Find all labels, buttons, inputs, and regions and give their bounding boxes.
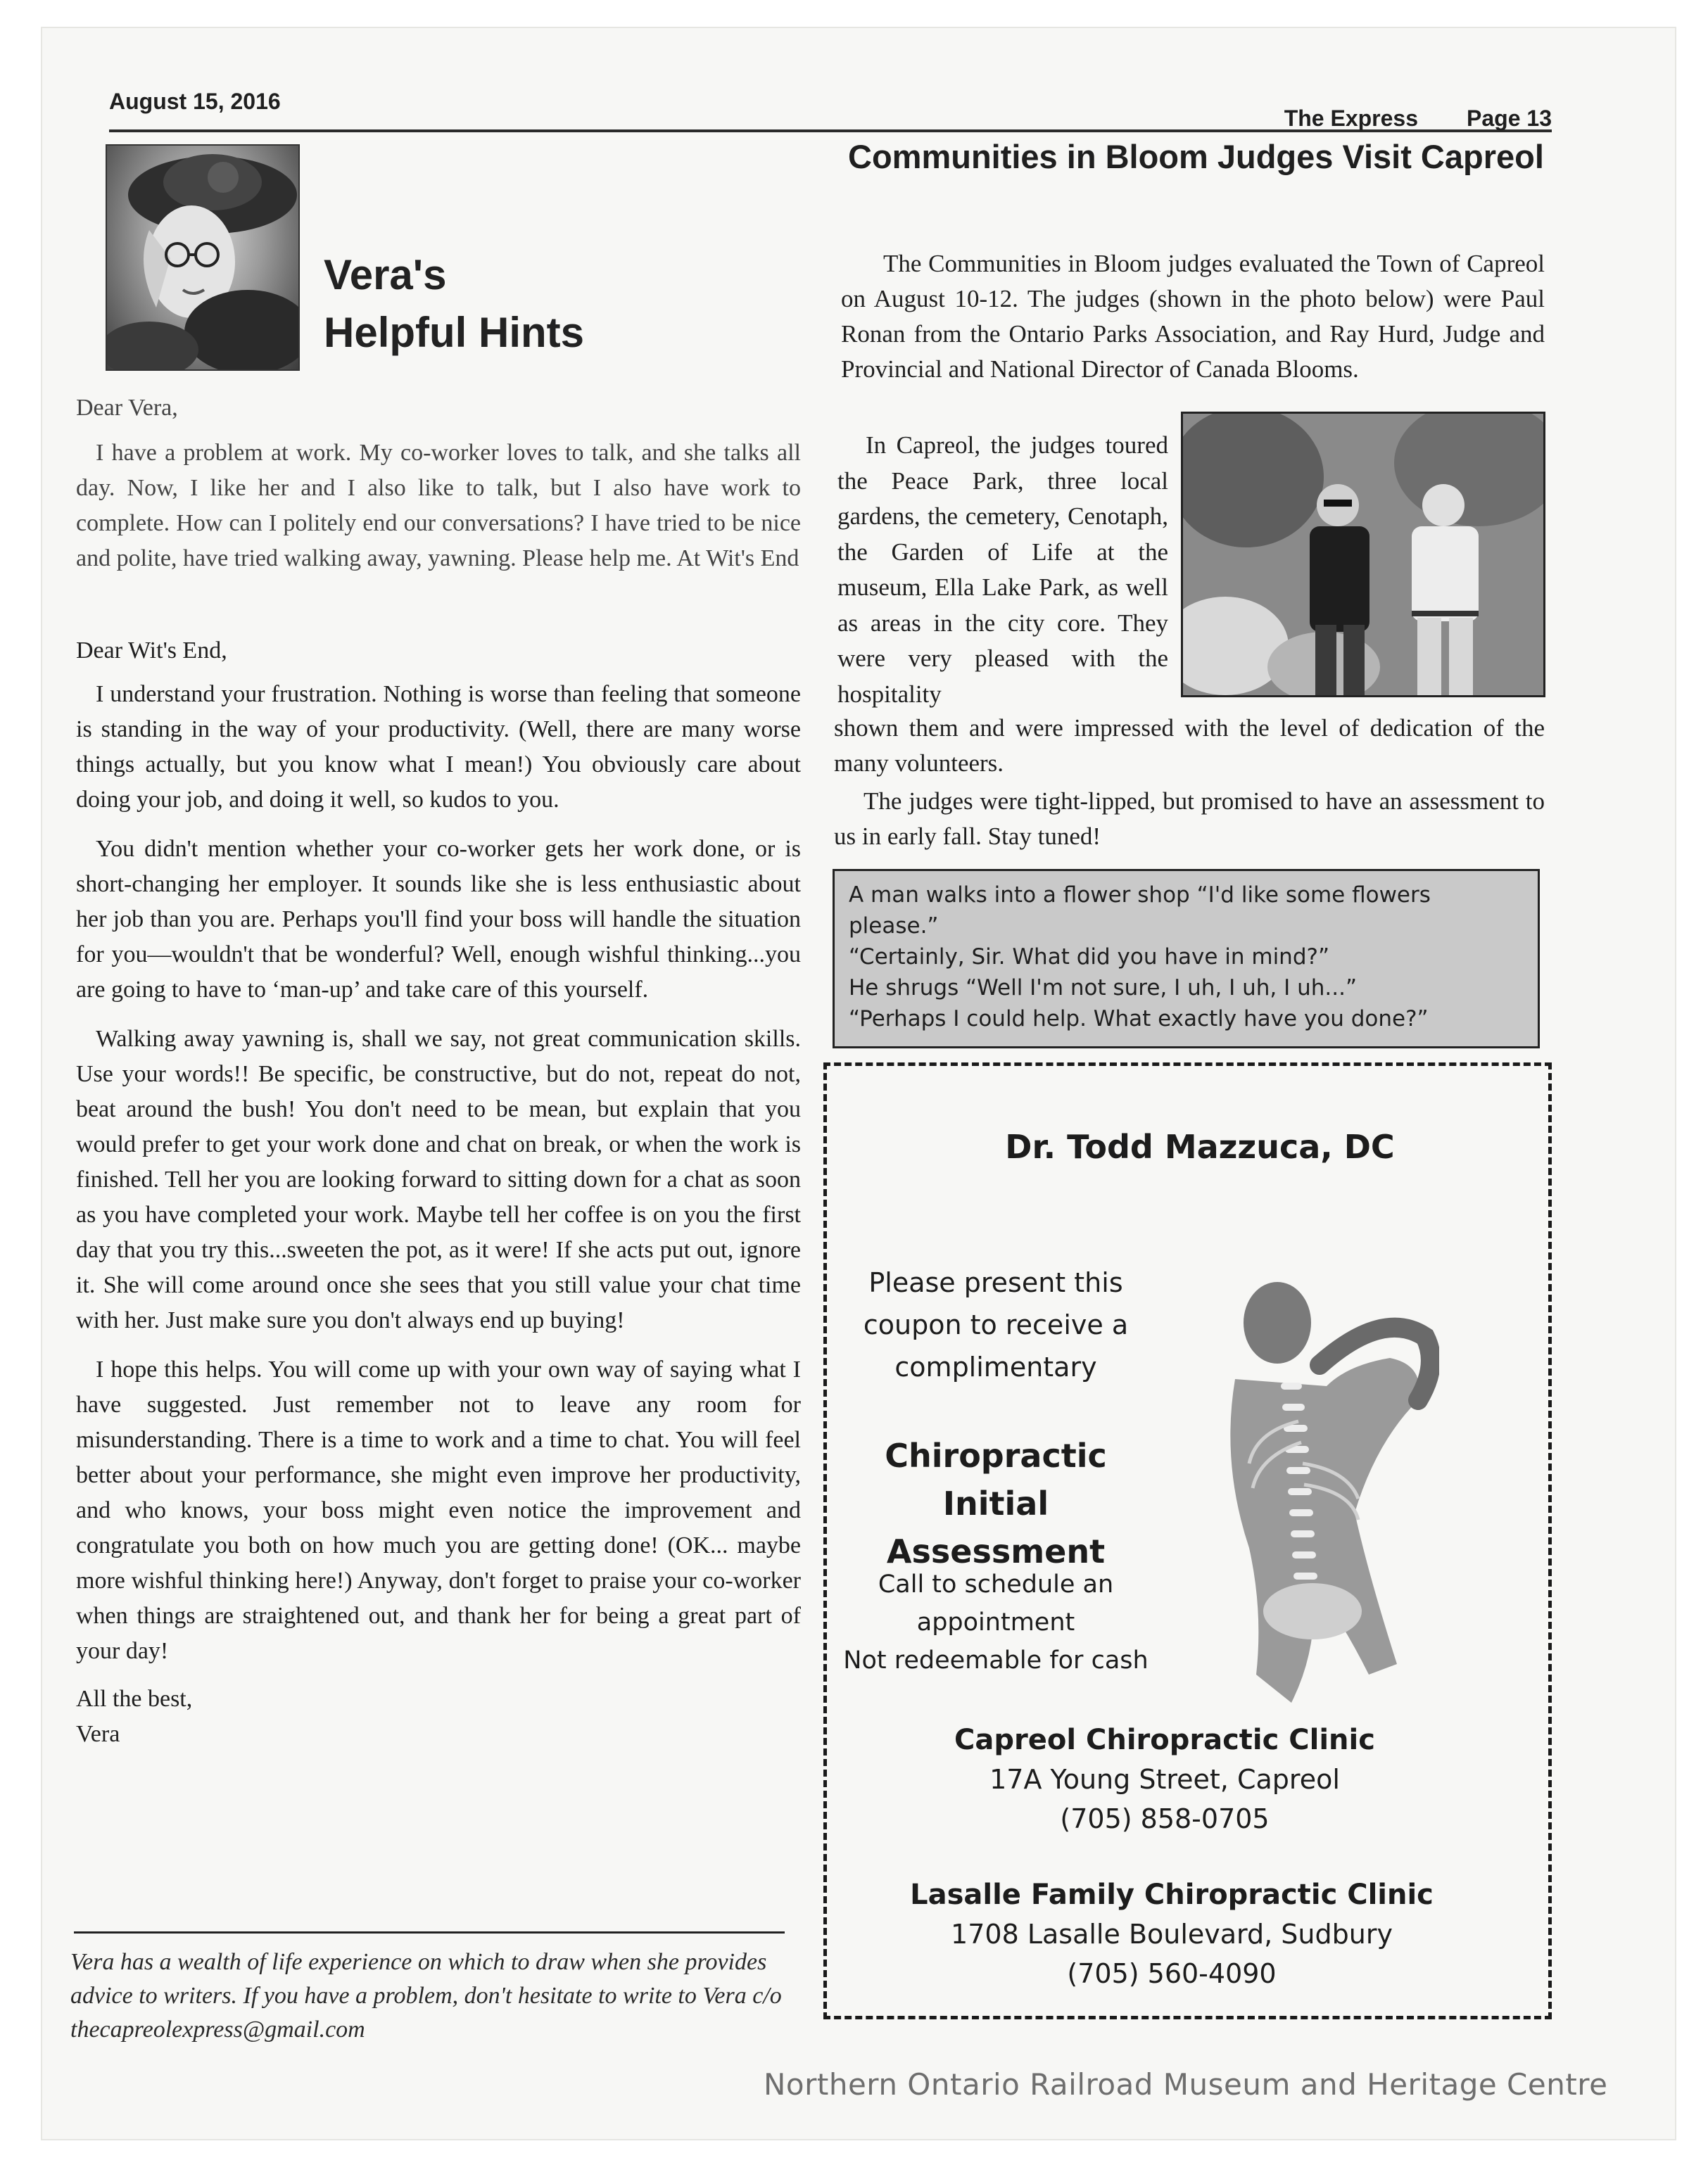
- joke-line: “Certainly, Sir. What did you have in mind?”: [849, 944, 1330, 970]
- issue-date: August 15, 2016: [109, 89, 281, 114]
- answer-paragraph: You didn't mention whether your co-worker gets her work done, or is short-changing her employer. It sounds like she is less enthusiastic about her job than you are. Perhaps you'll find your boss will handle the situation for you—wouldn't that be wonderful? Well, enough wishful thinking...you are going to have to ‘man-up’ and take care of this yourself.: [76, 836, 801, 1003]
- coupon-terms: [841, 1566, 1151, 1680]
- article-text: The Communities in Bloom judges evaluated the Town of Capreol on August 10-12. The judges (shown in the photo below) were Paul Ronan from the Ontario Parks Association, and Ray Hurd, Judge and Provincial and National Director of Canada Blooms.: [841, 250, 1545, 383]
- salutation-wits-end: Dear Wit's End,: [76, 637, 227, 664]
- joke-box: [833, 869, 1540, 1048]
- joke-line: A man walks into a flower shop “I'd like some flowers: [849, 882, 1431, 908]
- article-paragraph-1: [841, 246, 1545, 387]
- signoff-name: Vera: [76, 1721, 120, 1747]
- terms-line: Call to schedule an: [878, 1570, 1114, 1599]
- service-line: Assessment: [886, 1532, 1106, 1570]
- column-title-line1: Vera's: [324, 251, 447, 298]
- portrait-woman-hat-icon: [106, 144, 300, 371]
- joke-line: “Perhaps I could help. What exactly have you done?”: [849, 1006, 1429, 1031]
- clinic-1-phone: (705) 858-0705: [1060, 1803, 1270, 1834]
- offer-line: coupon to receive a: [863, 1309, 1129, 1340]
- clinic-1-name: Capreol Chiropractic Clinic: [954, 1724, 1375, 1756]
- column-title-line2: Helpful Hints: [324, 309, 584, 356]
- archive-watermark: Northern Ontario Railroad Museum and Heritage Centre: [764, 2067, 1608, 2102]
- offer-line: Please present this: [868, 1267, 1123, 1298]
- column-footnote: Vera has a wealth of life experience on which to draw when she provides advice to writers. If you have a problem, don't hesitate to write to Vera c/o thecapreolexpress@gmail.com: [70, 1949, 782, 2043]
- spine-skeleton-icon: [1207, 1281, 1439, 1748]
- joke-line: He shrugs “Well I'm not sure, I uh, I uh, I uh...”: [849, 975, 1358, 1001]
- question-text: I have a problem at work. My co-worker loves to talk, and she talks all day. Now, I like her and I also like to talk, but I also have work to complete. How can I politely end our conversations? I have tried to be nice and polite, have tried walking away, yawning. Please help me. At Wit's End: [76, 440, 801, 571]
- offer-line: complimentary: [894, 1352, 1097, 1383]
- publication-name: The Express: [1284, 106, 1418, 131]
- question-letter: [76, 391, 801, 576]
- doctor-name: Dr. Todd Mazzuca, DC: [1005, 1128, 1395, 1166]
- answer-letter: [76, 633, 801, 1752]
- terms-line: appointment: [916, 1608, 1075, 1637]
- coupon-offer-text: [855, 1262, 1137, 1388]
- service-name: [841, 1432, 1151, 1575]
- chiropractic-coupon: [823, 1062, 1552, 2019]
- judges-photo-icon: [1181, 412, 1545, 697]
- clinic-2-name: Lasalle Family Chiropractic Clinic: [910, 1879, 1434, 1911]
- page-header: [109, 86, 1552, 132]
- answer-paragraph: Walking away yawning is, shall we say, not great communication skills. Use your words!! Be specific, be constructive, but do not, repeat do not, beat around the bush! You don't need to be mean, but explain that you would prefer to get your work done and chat on break, or when the work is finished. Tell her you are looking forward to sitting down for a chat as soon as you have completed your work. Maybe tell her coffee is on you the first day that you try this...sweeten the pot, as it were! If she acts put out, ignore it. She will come around once she sees that you still value your chat time with her. Just make sure you don't always end up buying!: [76, 1026, 801, 1333]
- salutation-vera: Dear Vera,: [76, 395, 178, 421]
- answer-paragraph: I hope this helps. You will come up with your own way of saying what I have suggested. Just remember not to leave any room for misunderstanding. There is a time to work and a time to chat. You will feel better about your performance, she might even improve her productivity, and who knows, your boss might even notice the improvement and congratulate you both on how much you are getting done! (OK... maybe more wishful thinking here!) Anyway, don't forget to praise your co-worker when things are straightened out, and thank her for being a great part of your day!: [76, 1357, 801, 1664]
- clinic-1-address: 17A Young Street, Capreol: [989, 1764, 1340, 1795]
- answer-paragraph: I understand your frustration. Nothing is worse than feeling that someone is standing in the way of your productivity. (Well, there are many worse things actually, but you know what I mean!) You obviously care about doing your job, and doing it well, so kudos to you.: [76, 681, 801, 813]
- divider: [74, 1931, 785, 1934]
- column-title: [324, 246, 584, 362]
- article-title: Communities in Bloom Judges Visit Capreol: [848, 138, 1544, 175]
- terms-line: Not redeemable for cash: [843, 1646, 1149, 1675]
- signoff: All the best,: [76, 1686, 193, 1712]
- article-paragraph-2: [837, 428, 1168, 712]
- article-text: The judges were tight-lipped, but promised to have an assessment to us in early fall. Stay tuned!: [834, 787, 1545, 850]
- article-text: In Capreol, the judges toured the Peace Park, three local gardens, the cemetery, Cenotaph, the Garden of Life at the museum, Ella Lake Park, as well as areas in the city core. They were very pleased with the hospitality: [837, 431, 1168, 708]
- joke-line: please.”: [849, 913, 939, 939]
- clinic-2-address: 1708 Lasalle Boulevard, Sudbury: [951, 1919, 1393, 1950]
- clinic-2-phone: (705) 560-4090: [1067, 1958, 1277, 1989]
- service-line: Chiropractic Initial: [885, 1437, 1107, 1523]
- page-number: Page 13: [1467, 106, 1552, 131]
- article-paragraph-3: [834, 711, 1545, 854]
- article-text: shown them and were impressed with the level of dedication of the many volunteers.: [834, 714, 1545, 777]
